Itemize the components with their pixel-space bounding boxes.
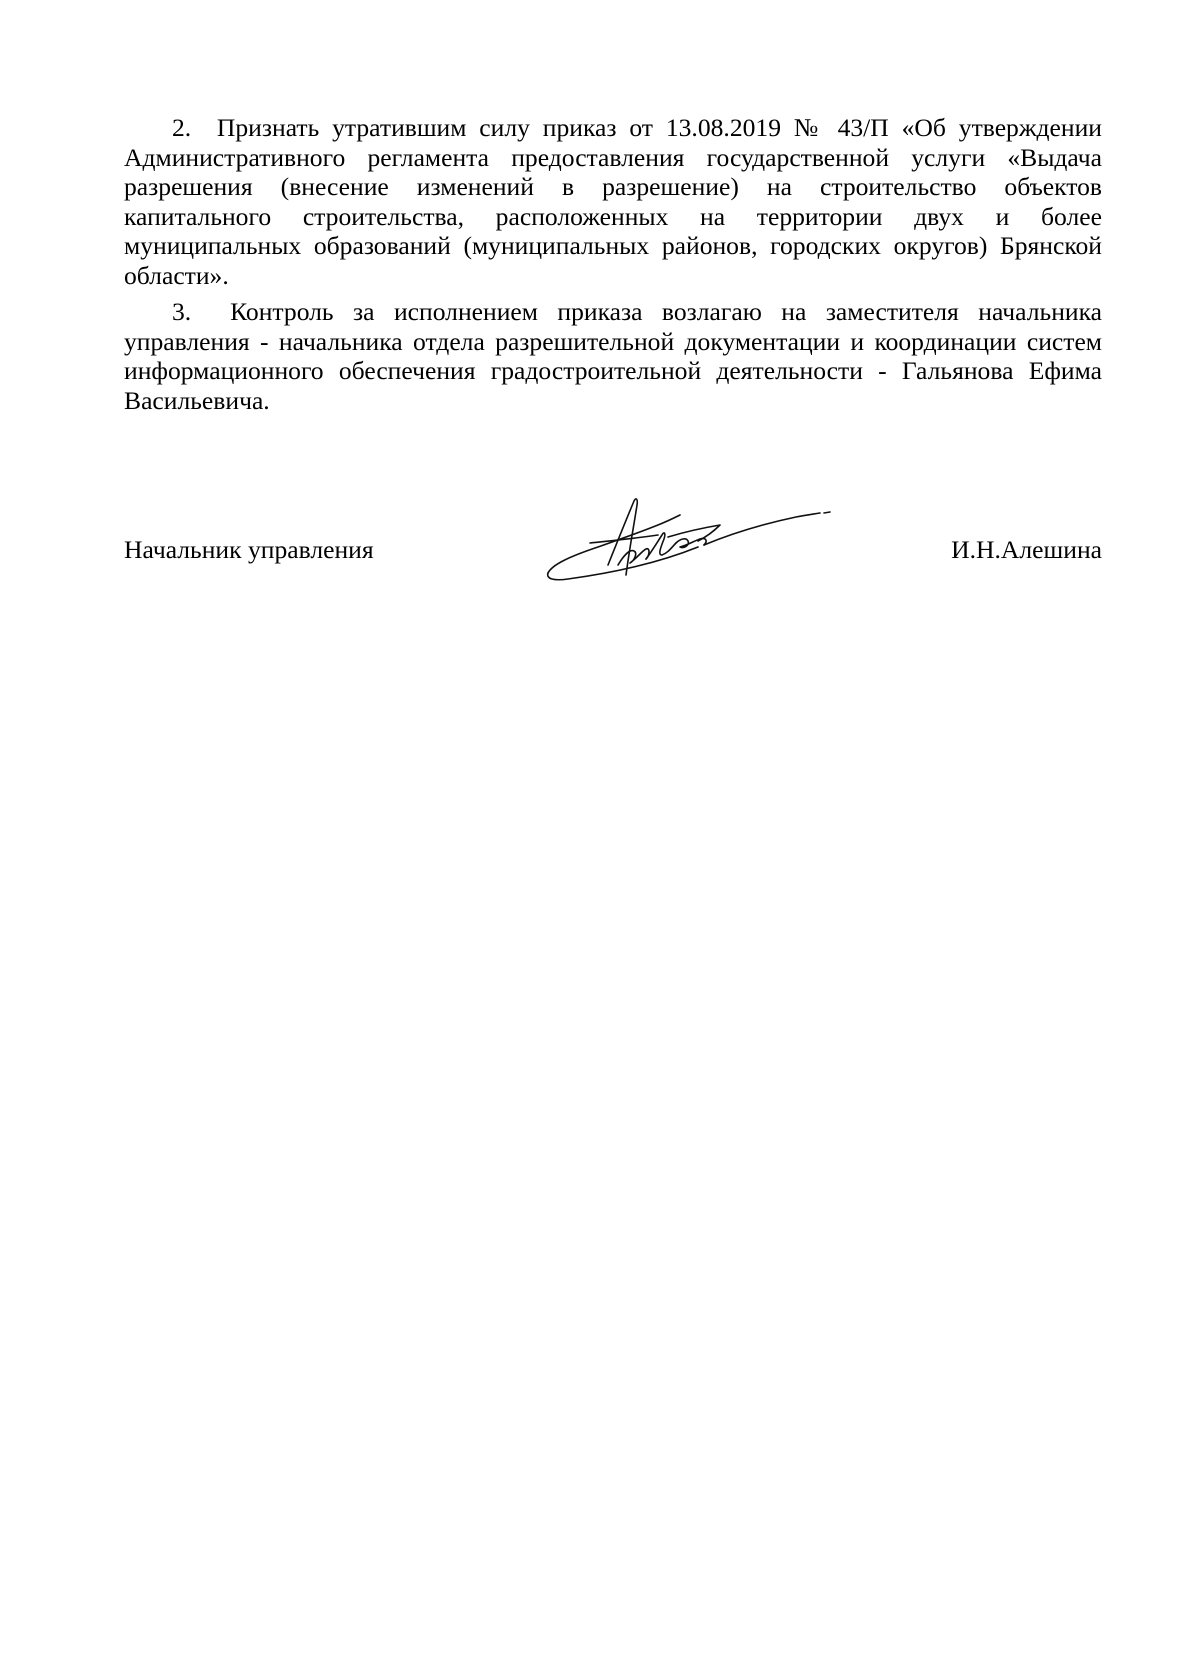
order-item-3 [124, 297, 1102, 415]
item-number: 2. [172, 113, 192, 142]
item-number: 3. [172, 297, 192, 326]
order-item-2 [124, 113, 1102, 290]
handwritten-signature [538, 495, 838, 590]
item-text: Признать утратившим силу приказ от 13.08.2019 № 43/П «Об утверждении Административного регламента предоставления государственной услуги «Выдача разрешения (внесение изменений в разрешение) на строительство объектов капитального строительства, расположенных на территории двух и более муниципальных образований (муниципальных районов, городских округов) Брянской области». [124, 113, 1102, 290]
signatory-position: Начальник управления [124, 535, 374, 564]
item-text: Контроль за исполнением приказа возлагаю на заместителя начальника управления - начальника отдела разрешительной документации и координации систем информационного обеспечения градостроительной деятельности - Гальянова Ефима Васильевича. [124, 297, 1102, 415]
signatory-name: И.Н.Алешина [951, 535, 1102, 564]
order-text [124, 113, 1102, 415]
